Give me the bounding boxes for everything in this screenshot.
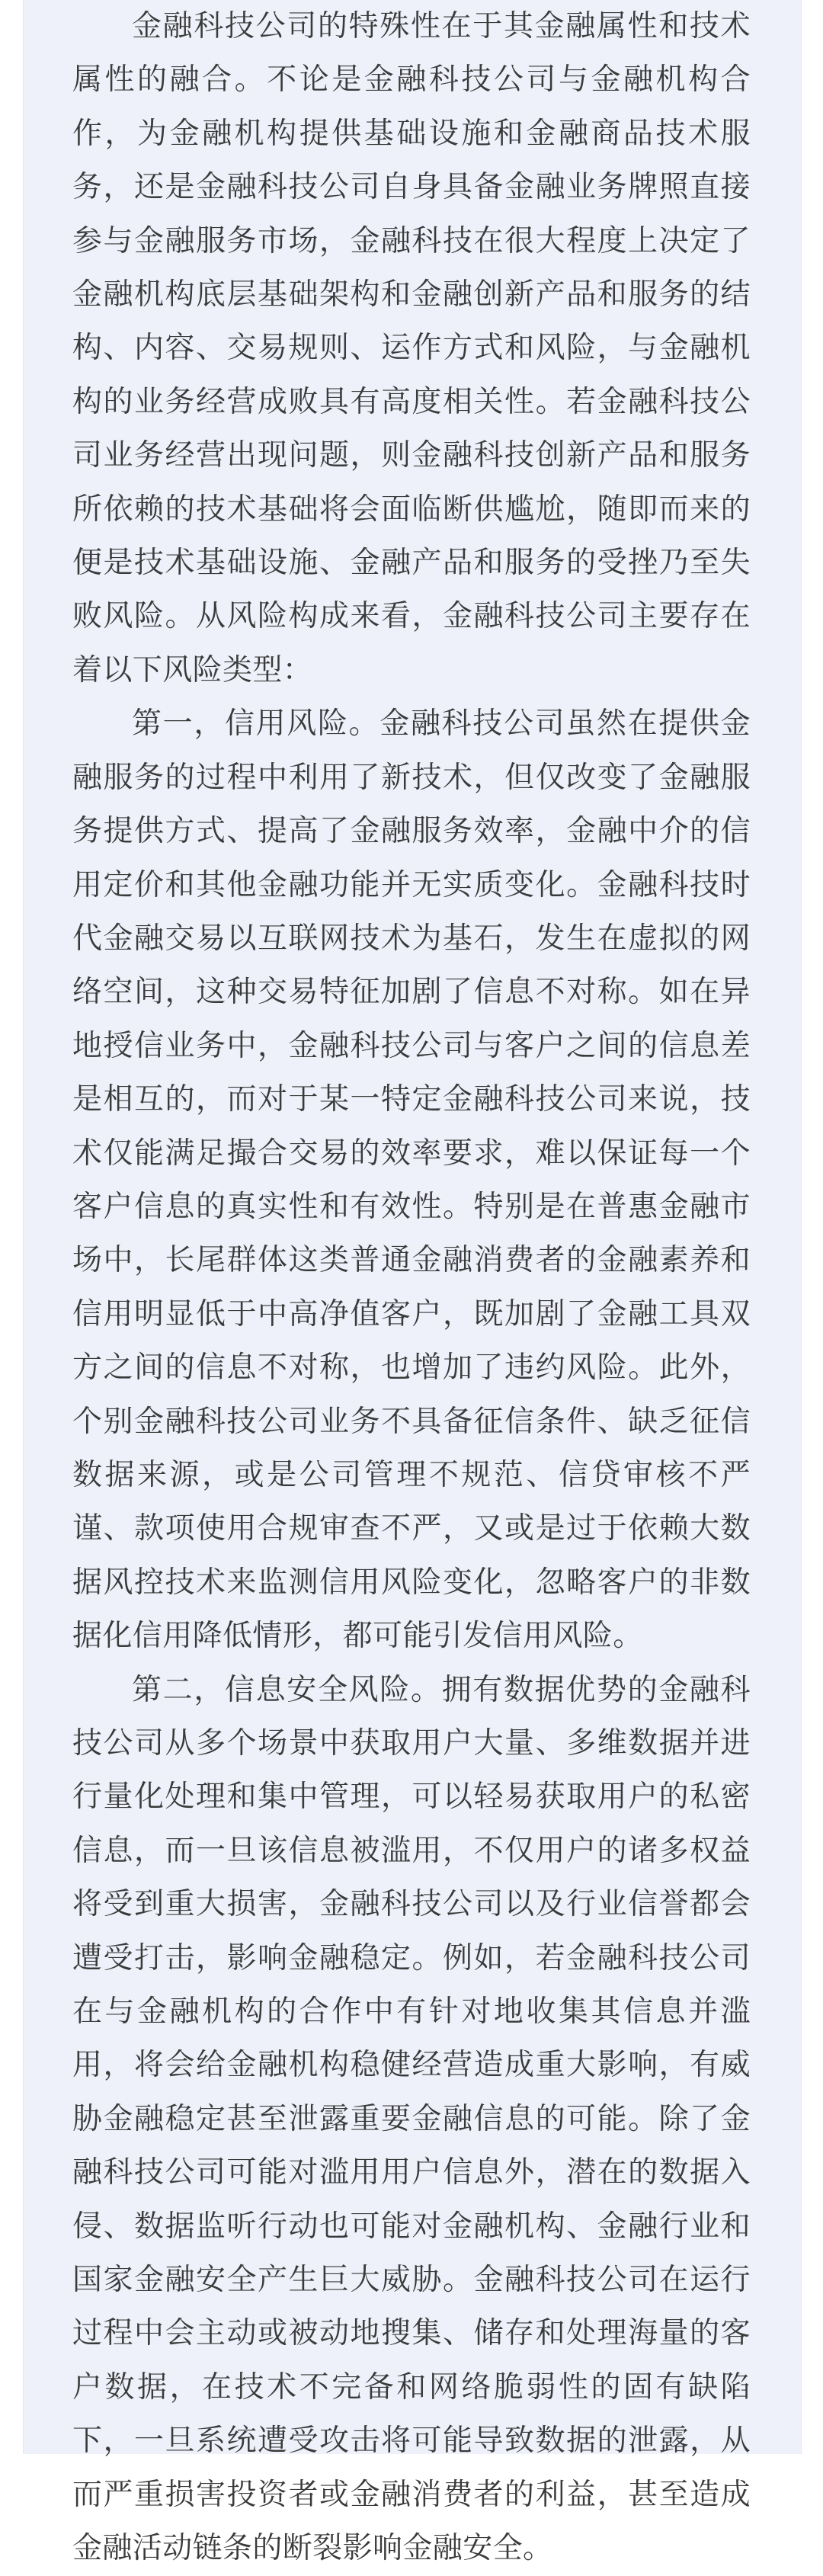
paragraph-information-security-risk: 第二，信息安全风险。拥有数据优势的金融科技公司从多个场景中获取用户大量、多维数据并进行量化处理和集中管理，可以轻易获取用户的私密信息，而一旦该信息被滥用，不仅用户的诸多权益将受到重大损害，金融科技公司以及行业信誉都会遭受打击，影响金融稳定。例如，若金融科技公司在与金融机构的合作中有针对地收集其信息并滥用，将会给金融机构稳健经营造成重大影响，有威胁金融稳定甚至泄露重要金融信息的可能。除了金融科技公司可能对滥用用户信息外，潜在的数据入侵、数据监听行动也可能对金融机构、金融行业和国家金融安全产生巨大威胁。金融科技公司在运行过程中会主动或被动地搜集、储存和处理海量的客户数据，在技术不完备和网络脆弱性的固有缺陷下，一旦系统遭受攻击将可能导致数据的泄露，从而严重损害投资者或金融消费者的利益，甚至造成金融活动链条的断裂影响金融安全。 <box>72 1672 751 2566</box>
paragraph-intro: 金融科技公司的特殊性在于其金融属性和技术属性的融合。不论是金融科技公司与金融机构合作，为金融机构提供基础设施和金融商品技术服务，还是金融科技公司自身具备金融业务牌照直接参与金融服务市场，金融科技在很大程度上决定了金融机构底层基础架构和金融创新产品和服务的结构、内容、交易规则、运作方式和风险，与金融机构的业务经营成败具有高度相关性。若金融科技公司业务经营出现问题，则金融科技创新产品和服务所依赖的技术基础将会面临断供尴尬，随即而来的便是技术基础设施、金融产品和服务的受挫乃至失败风险。从风险构成来看，金融科技公司主要存在着以下风险类型： <box>72 9 751 687</box>
paragraph-credit-risk: 第一，信用风险。金融科技公司虽然在提供金融服务的过程中利用了新技术，但仅改变了金融服务提供方式、提高了金融服务效率，金融中介的信用定价和其他金融功能并无实质变化。金融科技时代金融交易以互联网技术为基石，发生在虚拟的网络空间，这种交易特征加剧了信息不对称。如在异地授信业务中，金融科技公司与客户之间的信息差是相互的，而对于某一特定金融科技公司来说，技术仅能满足撮合交易的效率要求，难以保证每一个客户信息的真实性和有效性。特别是在普惠金融市场中，长尾群体这类普通金融消费者的金融素养和信用明显低于中高净值客户，既加剧了金融工具双方之间的信息不对称，也增加了违约风险。此外，个别金融科技公司业务不具备征信条件、缺乏征信数据来源，或是公司管理不规范、信贷审核不严谨、款项使用合规审查不严，又或是过于依赖大数据风控技术来监测信用风险变化，忽略客户的非数据化信用降低情形，都可能引发信用风险。 <box>72 706 751 1654</box>
article-body <box>72 0 751 2576</box>
